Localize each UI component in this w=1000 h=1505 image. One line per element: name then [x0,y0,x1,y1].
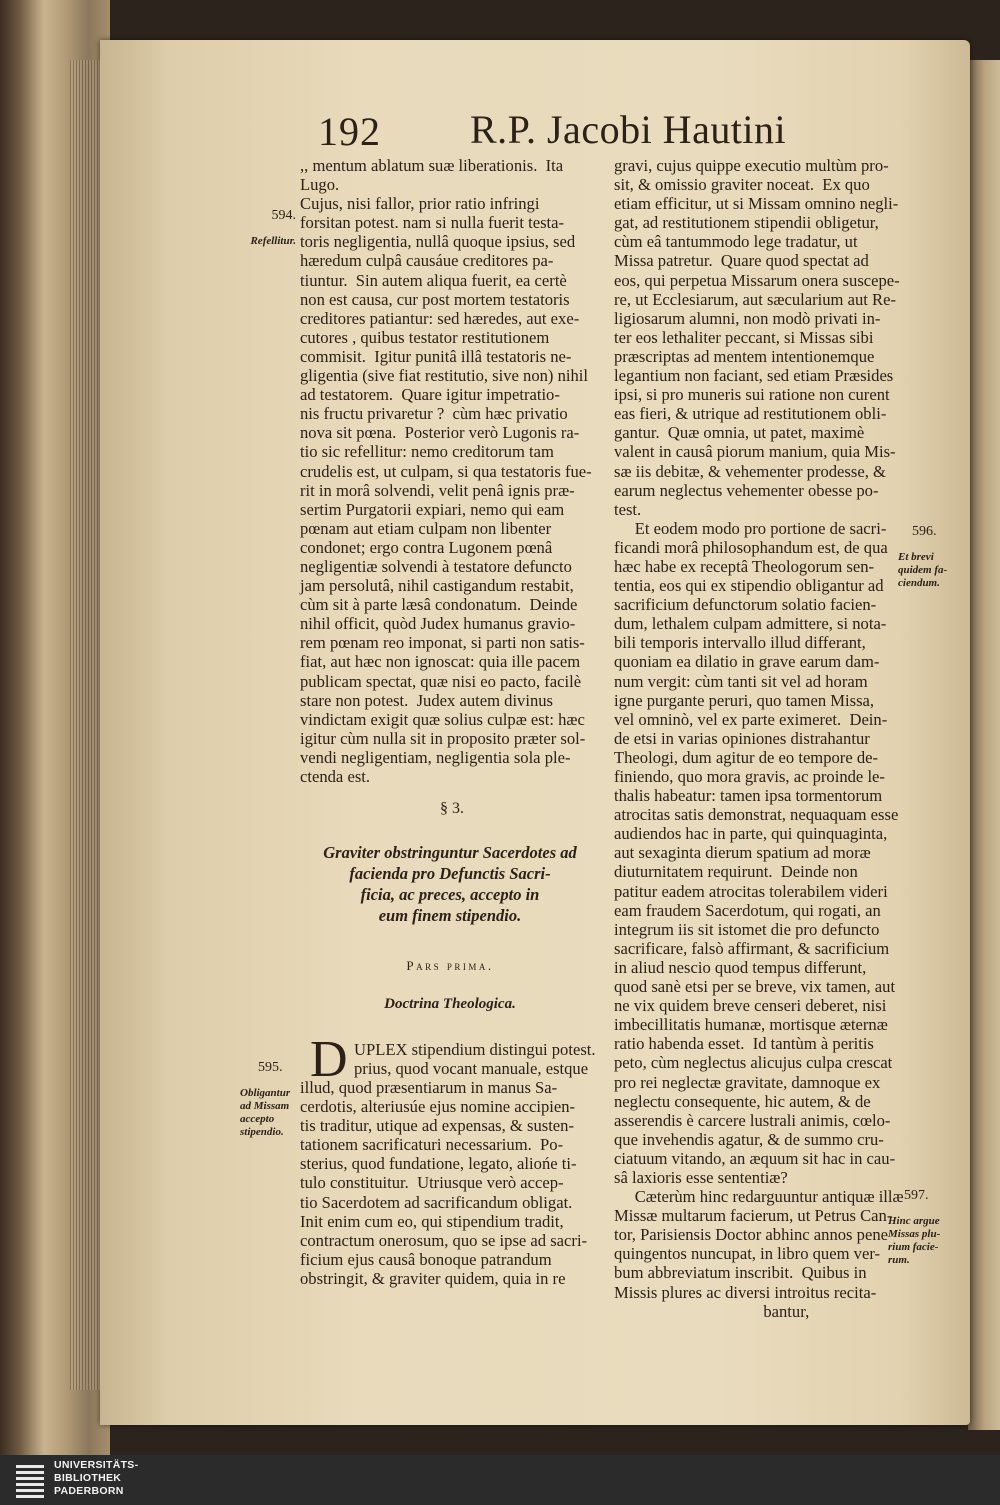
text-line: negligentiæ solvendi à testatore defuncto [300,556,572,576]
text-line: pœnam aut etiam culpam non libenter [300,518,552,538]
text-line: valent in causâ piorum manium, quia Mis- [614,442,896,462]
margin-note-number: 596. [912,524,937,539]
margin-note-text: Obligantur ad Missam accepto stipendio. [240,1087,291,1138]
text-line: ligiosarum alumni, non modò privati in- [614,308,881,328]
section-mark: § 3. [440,800,464,817]
text-line: vindictam exigit quæ solius culpæ est: hæc [300,709,585,729]
text-line: cùm sit à parte læsâ condonatum. Deinde [300,595,578,615]
text-line: etiam efficitur, ut si Missam omnino negli- [614,194,899,214]
margin-note-595 [240,1048,302,1139]
running-head: R.P. Jacobi Hautini [470,107,787,152]
text-line: Theologi, dum agitur de eo tempore de- [614,747,879,767]
text-line: hæredum culpâ causáue creditores pa- [300,251,554,271]
margin-note-number: 594. [271,208,296,223]
text-line: sertim Purgatorii expiari, nemo qui eam [300,499,565,519]
text-line: gat, ad restitutionem stipendii obligetur, [614,213,879,233]
text-line: fiat, aut hæc non ignoscat: quia ille pacem [300,652,581,672]
text-line: creditores patiantur: sed hæredes, aut exe- [300,308,580,328]
text-line: imbecillitatis humanæ, mortisque æternæ [614,1015,888,1035]
drop-capital: D [310,1031,348,1088]
text-line: re, ut Ecclesiarum, aut sæcularium aut Re- [614,289,896,309]
text-line: cerdotis, alteriusúe ejus nomine accipien- [300,1097,576,1117]
paragraph-595-text [300,1078,600,1288]
text-line: sit, & omissio graviter noceat. Ex quo [614,175,870,195]
text-line: tio sic refellitur: nemo creditorum tam [300,442,554,462]
text-line: nis fructu privaretur ? cùm hæc privatio [300,404,568,424]
text-line: aut sexaginta dierum spatium ad moræ [614,843,871,863]
text-line: quoniam ea dilatio in grave earum dam- [614,652,880,672]
right-column-text [614,156,904,1321]
text-line: Missæ multarum facierum, ut Petrus Can- [614,1206,893,1226]
text-line: neglectu consequente, hic autem, & de [614,1091,871,1111]
text-line: UPLEX stipendium distingui potest. [354,1040,596,1059]
text-line: sterius, quod fundatione, legato, aliońe ti- [300,1154,577,1174]
text-line: gantur. Quæ omnia, ut patet, maximè [614,423,865,443]
text-line: num vergit: cùm tanti sit vel ad horam [614,671,868,691]
text-line: thalis habeatur: tamen ipsa tormentorum [614,786,883,806]
text-line: ctenda est. [300,767,371,786]
text-line: Missis plures ac diversi introitus recita- [614,1282,877,1302]
text-line: ter eos lethaliter peccant, si Missas sibi [614,327,874,347]
text-line: præscriptas ad mentem intentionemque [614,346,875,366]
text-line: Missa patretur. Quare quod spectat ad [614,251,869,271]
text-line: contractum onerosum, quo se ipse ad sacri- [300,1230,588,1250]
margin-note-number: 595. [258,1060,283,1075]
text-line: eam fraudem Sacerdotum, qui rogati, an [614,900,881,920]
text-line: que invehendis agatur, & de summo cru- [614,1129,884,1149]
text-line: ipsi, si pro muneris sui ratione non curent [614,385,890,405]
text-line: toris negligentia, nullâ quoque ipsius, sed [300,232,576,252]
text-line: diuturnitatem requirunt. Deinde non [614,862,858,882]
text-line: tor, Parisiensis Doctor abhinc annos pene [614,1225,888,1245]
text-line: stare non potest. Judex autem divinus [300,690,554,710]
text-line: illud, quod præsentiarum in manus Sa- [300,1078,558,1097]
pars-heading: Pars prima. [406,958,494,973]
paragraph-first-lines [354,1040,596,1078]
text-line: tis traditur, utique ad expensas, & susten- [300,1116,574,1136]
text-line: gligentia (sive fiat restitutio, sive non) nihil [300,366,589,386]
text-line: ficandi morâ philosophandum est, de qua [614,537,888,557]
text-line: rit in morâ solvendi, velit penâ ignis præ- [300,480,575,500]
text-line: audiendos hac in parte, qui quinquaginta, [614,824,888,844]
text-line: igitur cùm nulla sit in proposito præter sol- [300,728,586,748]
page-stack-edge [70,60,102,1390]
margin-note-594 [236,196,296,248]
text-line: legantium non faciant, sed etiam Præsides [614,366,894,386]
text-line: tationem sacrificaturi necessarium. Po- [300,1135,564,1155]
library-logo-text: UNIVERSITÄTS- BIBLIOTHEK PADERBORN [54,1459,139,1497]
text-line: bili temporis intervallo illud differant, [614,633,866,653]
text-line: sacrificium defunctorum solatio facien- [614,595,877,615]
text-line: quingentos nuncupat, in libro quem ver- [614,1244,881,1264]
text-line: sæ iis debitæ, & vehementer prodesse, & [614,461,886,481]
text-line: commisit. Igitur punitâ illâ testatoris ne- [300,346,572,366]
text-line: gravi, cujus quippe executio multùm pro- [614,156,889,175]
text-line: ne vix quidem breve censeri deberet, nisi [614,996,887,1016]
text-line: vendi negligentiam, negligentia sola ple- [300,747,571,767]
margin-note-597 [888,1176,960,1267]
library-logo-icon [16,1462,44,1498]
text-line: quod sanè etsi per se breve, vix tamen, aut [614,977,896,997]
text-line: Et eodem modo pro portione de sacri- [614,518,887,538]
margin-note-text: Refellitur. [250,235,296,247]
doctrina-heading: Doctrina Theologica. [384,996,516,1012]
section-title: Graviter obstringuntur Sacerdotes ad facienda pro Defunctis Sacri- ficia, ac preces, accepto in eum finem stipendio. [323,843,577,925]
text-line: igne purgante peruri, quo tamen Missa, [614,690,875,710]
text-line: forsitan potest. nam si nulla fuerit testa- [300,213,565,233]
text-line: Lugo. [300,175,340,195]
text-line: patitur eadem atrocitas tolerabilem videri [614,881,888,901]
text-line: rem pœnam reo imponat, si parti non satis- [300,633,585,653]
text-line: eos, qui perpetua Missarum onera suscepe- [614,270,900,290]
margin-note-text: Et brevi quidem fa- ciendum. [898,551,948,589]
text-line: condonet; ergo contra Lugonem pœnâ [300,537,553,557]
text-line: de etsi in varias opiniones distrahantur [614,728,870,748]
text-line: Cæterùm hinc redarguuntur antiquæ illæ [614,1187,904,1207]
text-line: test. [614,499,642,519]
text-line: obstringit, & graviter quidem, quia in re [300,1268,566,1288]
text-line: jam persolutâ, nihil castigandum restabit, [300,576,574,596]
text-line: earum neglectus vehementer obesse po- [614,480,879,500]
text-line: Cujus, nisi fallor, prior ratio infringi [300,194,540,214]
text-line: publicam spectat, quæ nisi eo pacto, facilè [300,671,582,691]
text-line: nova sit pœna. Posterior verò Lugonis ra- [300,423,580,443]
text-line: hæc habe ex receptâ Theologorum sen- [614,556,875,576]
text-line: integrum iis sit istomet die pro defuncto [614,919,880,939]
text-line: ratio habenda esset. Id tantùm à peritis [614,1034,874,1054]
margin-note-number: 597. [904,1188,929,1203]
text-line: in aliud nescio quod tempus differunt, [614,957,867,977]
margin-note-text: Hinc argue Missas plu- rium facie- rum. [888,1215,941,1266]
left-column-text [300,156,600,786]
text-line: ad testatorem. Quare igitur impetratio- [300,385,560,405]
margin-note-596 [898,512,960,590]
text-line: Init enim cum eo, qui stipendium tradit, [300,1211,564,1231]
text-line: bantur, [614,1301,810,1321]
text-line: tio Sacerdotem ad sacrificandum obligat. [300,1192,573,1212]
text-line: eas fieri, & utrique ad restitutionem obli- [614,404,887,424]
text-line: ficium ejus causâ bonoque patrandum [300,1249,552,1269]
facing-page-edge [968,60,1000,1430]
text-line: dum, lethalem culpam admittere, si nota- [614,614,887,634]
text-line: prius, quod vocant manuale, estque [354,1059,589,1079]
text-line: bum abbreviatum inscribit. Quibus in [614,1263,867,1283]
page-number: 192 [318,109,381,154]
text-line: cutores , quibus testator restitutionem [300,327,550,347]
text-line: tulo constituitur. Utriusque verò accep- [300,1173,564,1193]
text-line: peto, cùm neglectus alicujus culpa crescat [614,1053,893,1073]
text-line: pro rei neglectæ gravitate, damnoque ex [614,1072,881,1092]
text-line: ,, mentum ablatum suæ liberationis. Ita [300,156,564,175]
text-line: tiuntur. Sin autem aliqua fuerit, ea certè [300,270,567,290]
text-line: atrocitas satis demonstrat, nequaquam esse [614,805,899,825]
text-line: non est causa, cur post mortem testatoris [300,289,570,309]
text-line: nihil officit, quòd Judex humanus gravio- [300,614,576,634]
text-line: sacrificare, falsò affirmant, & sacrificium [614,938,890,958]
text-line: tentia, eos qui ex stipendio obligantur ad [614,576,884,596]
text-line: crudelis est, ut culpam, si qua testatoris fue- [300,461,592,481]
text-line: asserendis è carcere lustrali animis, cœlo- [614,1110,891,1130]
text-line: cùm eâ tantummodo lege tradatur, ut [614,232,858,252]
text-line: vel omninò, vel ex parte eximeret. Dein- [614,709,888,729]
text-line: finiendo, quo mora gravis, ac proinde le- [614,767,885,786]
text-line: sâ laxioris esse sententiæ? [614,1167,788,1187]
text-line: ciatuum vitando, an æquum sit hac in cau- [614,1148,896,1168]
